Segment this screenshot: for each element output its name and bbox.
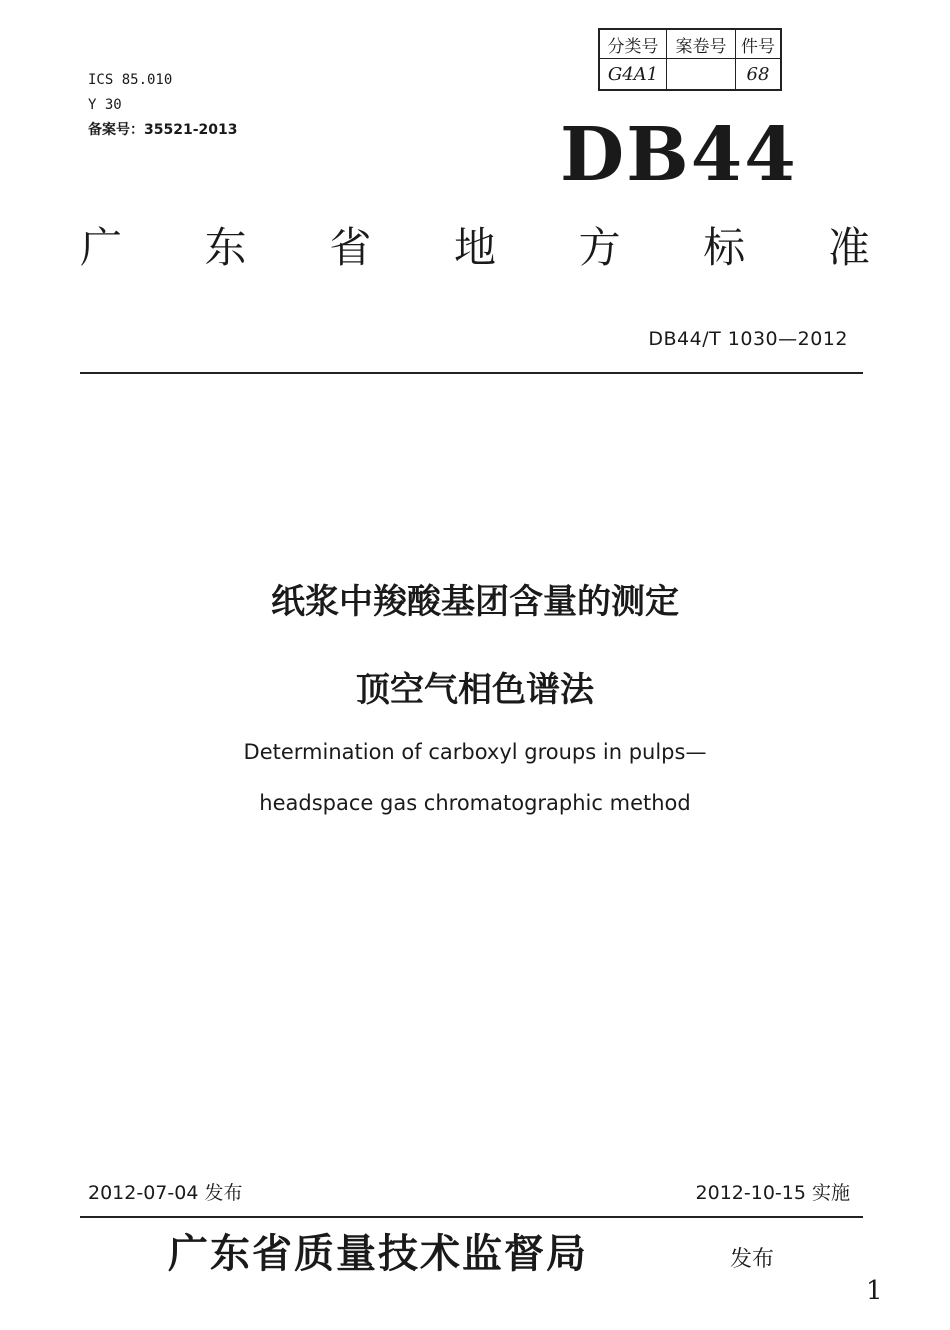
publisher-name: 广东省质量技术监督局 [168,1230,588,1277]
ics-code: ICS 85.010 [88,72,173,88]
standard-type-char: 广 [80,223,123,272]
standard-type-char: 标 [703,223,746,272]
ccs-code: Y 30 [88,97,122,113]
english-title-line1: Determination of carboxyl groups in pulps— [243,740,707,764]
bottom-divider [80,1216,863,1218]
standard-type-char: 东 [204,223,247,272]
chinese-title-line2: 顶空气相色谱法 [356,670,594,710]
implement-date: 2012-10-15 实施 [695,1182,850,1204]
publish-date: 2012-07-04 发布 [88,1182,243,1204]
standard-type-heading [80,220,870,276]
stamp-value-item: 68 [736,59,782,91]
archive-stamp-table [598,28,782,91]
chinese-title-line1: 纸浆中羧酸基团含量的测定 [271,582,679,622]
top-divider [80,372,863,374]
stamp-value-category: G4A1 [599,59,667,91]
english-title-line2: headspace gas chromatographic method [259,791,691,815]
document-codes [88,68,237,143]
stamp-value-file [667,59,736,91]
standard-number: DB44/T 1030—2012 [648,328,848,350]
standard-type-char: 方 [578,223,621,272]
standard-type-char: 省 [329,223,372,272]
record-number: 备案号：35521-2013 [88,122,238,138]
stamp-header-category: 分类号 [599,29,667,59]
standard-code: DB44 [560,112,798,198]
page-number: 1 [866,1276,883,1306]
issue-label: 发布 [730,1247,775,1272]
standard-type-char: 准 [827,223,870,272]
stamp-header-file: 案卷号 [667,29,736,59]
standard-type-char: 地 [453,223,496,272]
stamp-header-item: 件号 [736,29,782,59]
